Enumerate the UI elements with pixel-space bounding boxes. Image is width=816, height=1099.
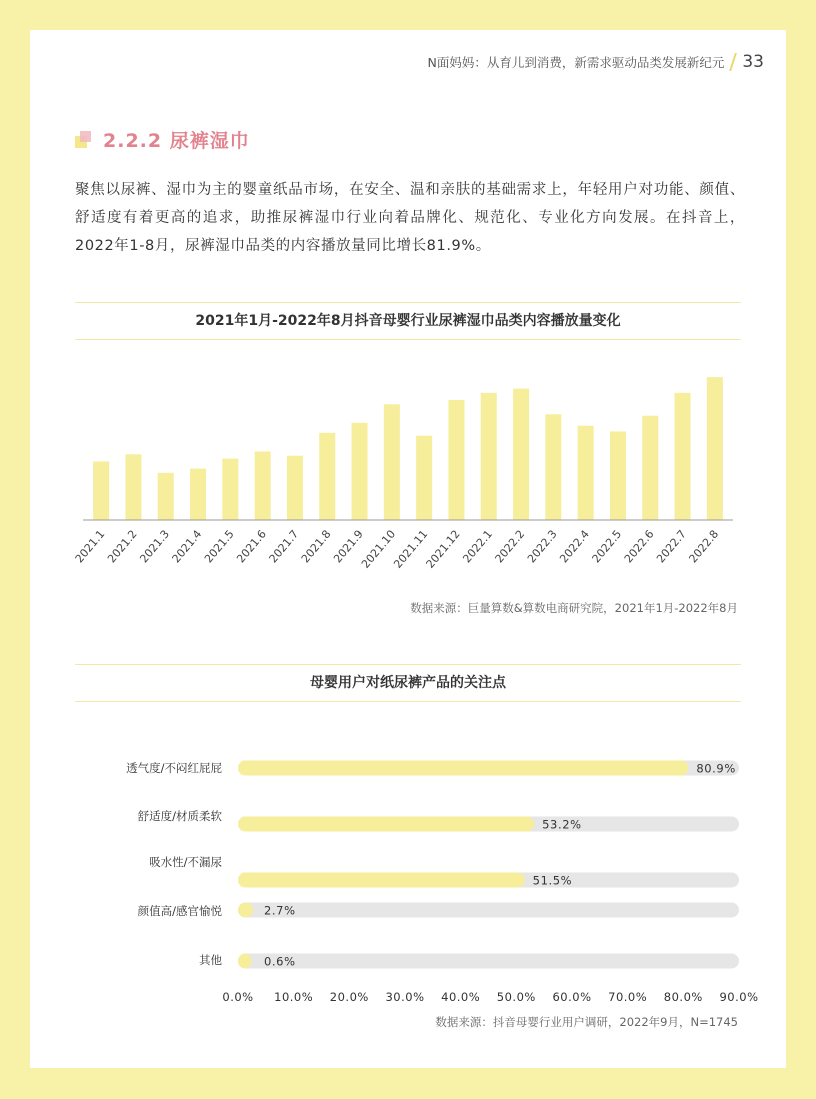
hbar-value-label: 51.5% xyxy=(532,873,573,888)
chart1-source: 数据来源：巨量算数&算数电商研究院，2021年1月-2022年8月 xyxy=(410,601,738,615)
bar-2021.9 xyxy=(352,423,368,520)
hbar-category-label: 吸水性/不漏尿 xyxy=(149,855,222,869)
x-tick-label: 2021.5 xyxy=(201,527,237,566)
hbar-value-label: 2.7% xyxy=(264,903,296,918)
hbar-category-label: 透气度/不闷红屁屁 xyxy=(126,761,222,775)
x-tick-label: 2022.5 xyxy=(589,527,625,566)
x-tick-label: 2022.1 xyxy=(460,527,496,566)
bar-2022.6 xyxy=(642,416,658,520)
x-tick-label: 50.0% xyxy=(496,990,536,1004)
x-tick-label: 2021.12 xyxy=(423,527,463,571)
bar-2021.8 xyxy=(319,433,335,520)
x-tick-label: 80.0% xyxy=(663,990,703,1004)
bar-2022.4 xyxy=(578,426,594,520)
bar-2021.2 xyxy=(125,454,141,520)
x-tick-label: 90.0% xyxy=(719,990,759,1004)
bar-2022.5 xyxy=(610,431,626,520)
report-page xyxy=(30,30,786,1068)
bar-2021.12 xyxy=(448,400,464,520)
x-tick-label: 30.0% xyxy=(385,990,425,1004)
hbar-1 xyxy=(238,817,534,832)
bar-2021.1 xyxy=(93,461,109,520)
x-tick-label: 2022.8 xyxy=(686,527,722,566)
chart1-bar-chart xyxy=(72,360,741,596)
section-title: 2.2.2 尿裤湿巾 xyxy=(103,130,250,152)
bar-2022.8 xyxy=(707,377,723,520)
x-tick-label: 2021.9 xyxy=(331,527,366,566)
section-paragraph: 聚焦以尿裤、湿巾为主的婴童纸品市场，在安全、温和亲肤的基础需求上，年轻用户对功能、颜值、舒适度有着更高的追求，助推尿裤湿巾行业向着品牌化、规范化、专业化方向发展。在抖音上，2022年1-8月，尿裤湿巾品类的内容播放量同比增长81.9%。 xyxy=(75,182,745,254)
hbar-value-label: 0.6% xyxy=(264,954,296,969)
chart2-title: 母婴用户对纸尿裤产品的关注点 xyxy=(75,664,741,702)
hbar-4 xyxy=(238,954,252,969)
hbar-category-label: 颜值高/感官愉悦 xyxy=(137,904,222,918)
x-tick-label: 2022.4 xyxy=(557,527,592,566)
header-divider xyxy=(729,53,737,71)
x-tick-label: 2022.3 xyxy=(524,527,560,566)
page-number: 33 xyxy=(742,52,764,72)
x-tick-label: 70.0% xyxy=(608,990,648,1004)
running-title: N面妈妈：从育儿到消费，新需求驱动品类发展新纪元 xyxy=(427,55,725,70)
x-tick-label: 2021.10 xyxy=(358,527,399,571)
hbar-category-label: 舒适度/材质柔软 xyxy=(137,809,222,823)
bar-2021.4 xyxy=(190,469,206,520)
x-tick-label: 2021.6 xyxy=(234,527,269,566)
hbar-category-label: 其他 xyxy=(199,953,222,967)
x-tick-label: 2021.7 xyxy=(266,527,302,566)
x-tick-label: 2021.4 xyxy=(169,527,205,566)
bar-2022.2 xyxy=(513,389,529,520)
hbar-3 xyxy=(238,903,253,918)
bar-2021.6 xyxy=(255,451,271,520)
bar-2022.1 xyxy=(481,393,497,520)
bar-track xyxy=(238,903,739,918)
hbar-0 xyxy=(238,761,688,776)
x-tick-label: 2021.3 xyxy=(137,527,173,566)
x-tick-label: 2022.7 xyxy=(654,527,689,566)
x-tick-label: 2021.1 xyxy=(72,527,108,566)
bar-2022.7 xyxy=(675,393,691,520)
hbar-value-label: 53.2% xyxy=(542,817,582,832)
x-tick-label: 2021.2 xyxy=(105,527,140,566)
x-tick-label: 0.0% xyxy=(222,990,254,1004)
x-tick-label: 60.0% xyxy=(552,990,592,1004)
hbar-value-label: 80.9% xyxy=(696,761,736,776)
x-tick-label: 2022.6 xyxy=(621,527,657,566)
x-tick-label: 2021.8 xyxy=(298,527,334,566)
x-tick-label: 2021.11 xyxy=(391,527,431,571)
x-tick-label: 20.0% xyxy=(329,990,369,1004)
chart2-hbar-chart xyxy=(70,720,759,1004)
x-tick-label: 2022.2 xyxy=(492,527,528,566)
section-heading xyxy=(75,126,250,153)
bar-2021.10 xyxy=(384,404,400,520)
bar-2022.3 xyxy=(545,414,561,520)
bar-2021.11 xyxy=(416,436,432,520)
bar-track xyxy=(238,954,739,969)
bar-2021.5 xyxy=(222,459,238,520)
section-square-icon xyxy=(75,131,93,149)
bar-2021.7 xyxy=(287,456,303,520)
x-tick-label: 10.0% xyxy=(274,990,314,1004)
hbar-2 xyxy=(238,873,525,888)
bar-2021.3 xyxy=(158,473,174,520)
running-header xyxy=(428,52,765,72)
chart2-source: 数据来源：抖音母婴行业用户调研，2022年9月，N=1745 xyxy=(435,1015,738,1029)
x-tick-label: 40.0% xyxy=(441,990,481,1004)
chart1-title: 2021年1月-2022年8月抖音母婴行业尿裤湿巾品类内容播放量变化 xyxy=(75,302,741,340)
